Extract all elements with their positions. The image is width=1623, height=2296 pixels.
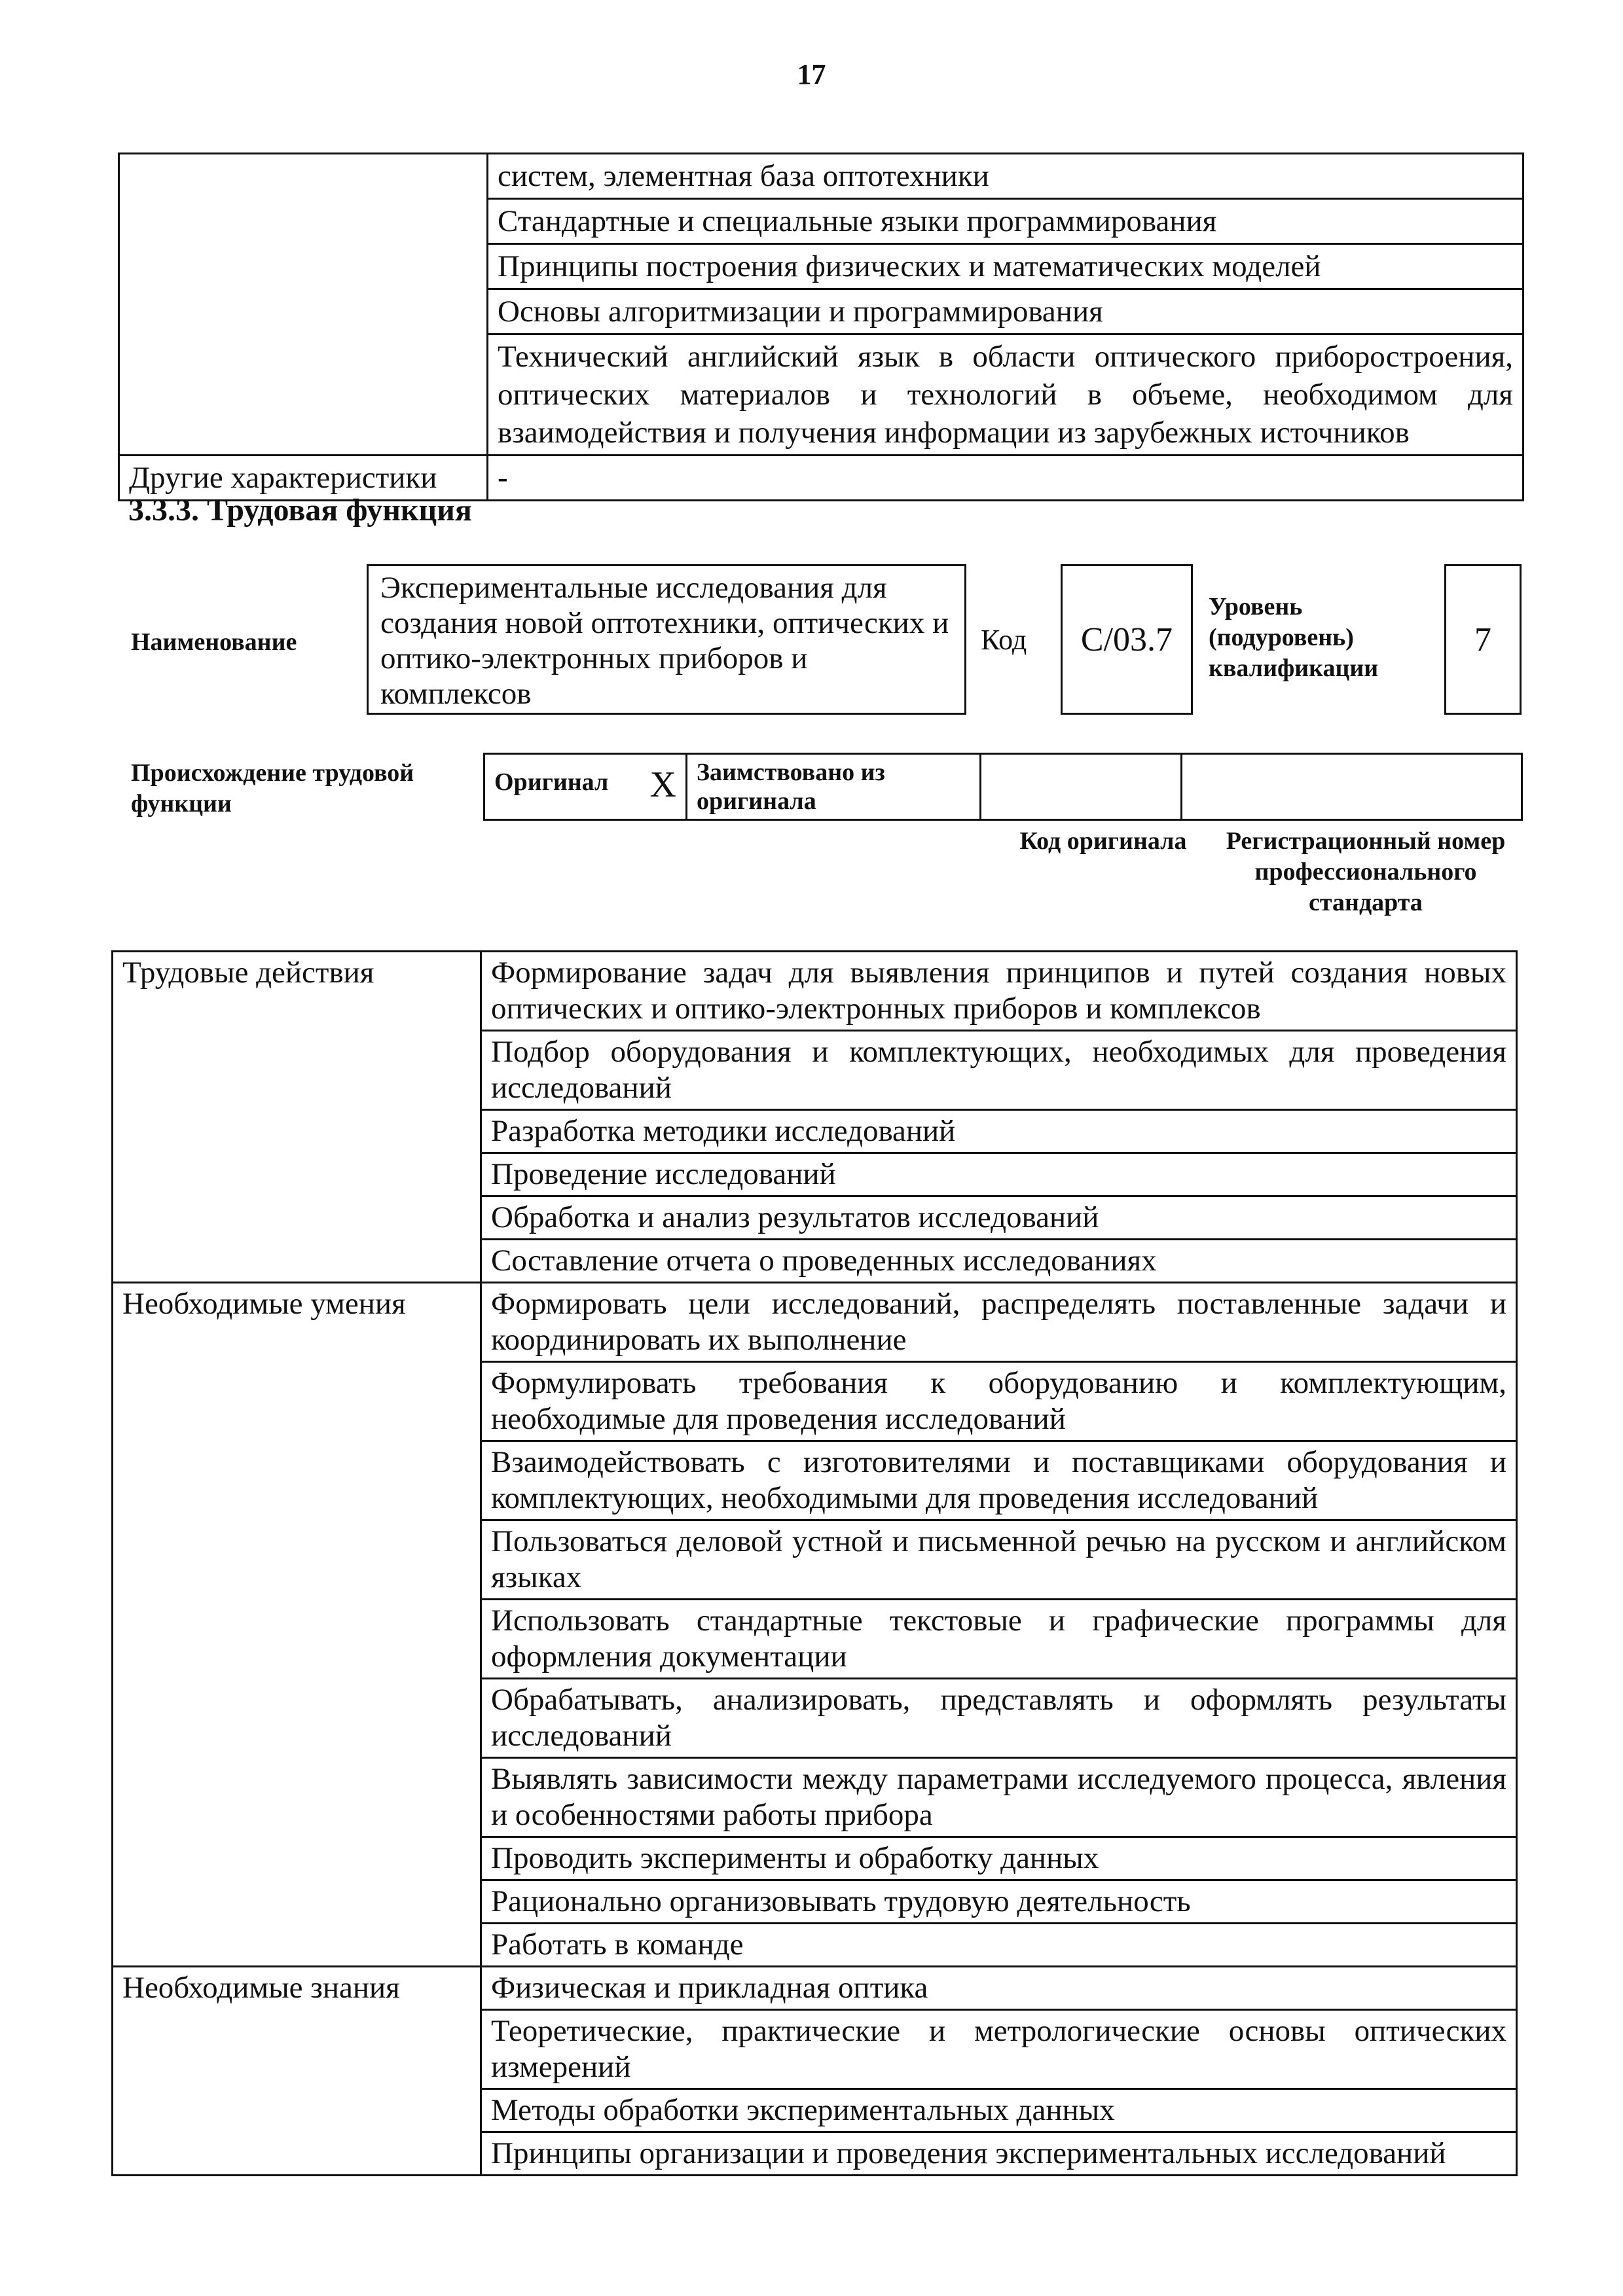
list-item: Составление отчета о проведенных исследованиях	[481, 1240, 1517, 1283]
list-item: Обработка и анализ результатов исследований	[481, 1196, 1517, 1240]
function-name-box: Экспериментальные исследования для создания новой оптотехники, оптических и оптико-электронных приборов и комплексов	[367, 564, 966, 715]
list-item: Формулировать требования к оборудованию и комплектующим, необходимые для проведения исследований	[481, 1362, 1517, 1441]
labor-function-table	[111, 950, 1518, 2176]
table-row	[113, 1967, 1517, 2010]
original-label: Оригинал	[494, 768, 609, 796]
required-knowledge-label: Необходимые знания	[113, 1967, 481, 2176]
origin-label: Происхождение трудовой функции	[131, 759, 414, 817]
list-item: Рационально организовывать трудовую деятельность	[481, 1880, 1517, 1924]
table-row	[113, 1283, 1517, 1362]
list-item: Принципы построения физических и математических моделей	[488, 244, 1523, 289]
table-row	[484, 754, 1522, 820]
registration-number-caption: Регистрационный номер профессионального стандарта	[1226, 827, 1506, 916]
required-skills-label: Необходимые умения	[113, 1283, 481, 1967]
list-item: Методы обработки экспериментальных данных	[481, 2089, 1517, 2132]
list-item: Принципы организации и проведения экспериментальных исследований	[481, 2132, 1517, 2176]
list-item: Работать в команде	[481, 1924, 1517, 1967]
table-row	[119, 154, 1523, 199]
registration-number-cell	[1182, 754, 1522, 820]
qualification-level-box: 7	[1444, 564, 1522, 715]
origin-table	[483, 753, 1523, 821]
original-mark: X	[649, 764, 676, 805]
list-item: Использовать стандартные текстовые и графические программы для оформления документации	[481, 1600, 1517, 1679]
list-item: Проведение исследований	[481, 1153, 1517, 1196]
original-code-caption: Код оригинала	[1019, 827, 1187, 855]
table-row	[113, 952, 1517, 1031]
list-item: Технический английский язык в области оптического приборостроения, оптических материалов и технологий в объеме, необходимом для взаимодействия и получения информации из зарубежных источников	[488, 334, 1523, 456]
labor-actions-label: Трудовые действия	[113, 952, 481, 1283]
section-heading: 3.3.3. Трудовая функция	[128, 493, 472, 528]
list-item: Взаимодействовать с изготовителями и поставщиками оборудования и комплектующих, необходимыми для проведения исследований	[481, 1441, 1517, 1520]
other-characteristics-value: -	[488, 456, 1523, 501]
original-code-cell	[981, 754, 1182, 820]
list-item: Стандартные и специальные языки программирования	[488, 199, 1523, 244]
original-cell	[484, 754, 687, 820]
list-item: Обрабатывать, анализировать, представлять и оформлять результаты исследований	[481, 1679, 1517, 1758]
code-label: Код	[981, 624, 1027, 656]
name-label: Наименование	[131, 628, 297, 656]
list-item: Формирование задач для выявления принципов и путей создания новых оптических и оптико-электронных приборов и комплексов	[481, 952, 1517, 1031]
list-item: Основы алгоритмизации и программирования	[488, 289, 1523, 334]
list-item: Проводить эксперименты и обработку данных	[481, 1837, 1517, 1880]
qualification-level-label: Уровень (подуровень) квалификации	[1209, 593, 1379, 682]
list-item: Теоретические, практические и метрологические основы оптических измерений	[481, 2010, 1517, 2089]
code-value-box: C/03.7	[1061, 564, 1193, 715]
list-item: Выявлять зависимости между параметрами исследуемого процесса, явления и особенностями работы прибора	[481, 1758, 1517, 1837]
list-item: Формировать цели исследований, распределять поставленные задачи и координировать их выполнение	[481, 1283, 1517, 1362]
list-item: Разработка методики исследований	[481, 1110, 1517, 1153]
other-characteristics-label: Другие характеристики	[119, 456, 488, 501]
continuation-table	[118, 152, 1524, 501]
list-item: Пользоваться деловой устной и письменной речью на русском и английском языках	[481, 1520, 1517, 1600]
empty-label-cell	[119, 154, 488, 456]
page-number: 17	[797, 58, 826, 90]
list-item: Подбор оборудования и комплектующих, необходимых для проведения исследований	[481, 1031, 1517, 1110]
borrowed-label: Заимствовано из оригинала	[687, 754, 981, 820]
list-item: систем, элементная база оптотехники	[488, 154, 1523, 199]
list-item: Физическая и прикладная оптика	[481, 1967, 1517, 2010]
